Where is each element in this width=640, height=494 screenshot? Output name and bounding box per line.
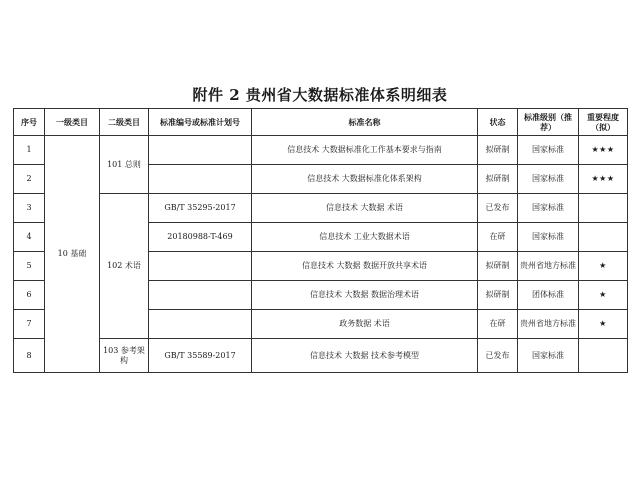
cell-seq: 4 <box>14 223 45 252</box>
cell-status: 拟研制 <box>478 281 518 310</box>
cell-status: 拟研制 <box>478 252 518 281</box>
cell-level2: 102 术语 <box>100 194 149 339</box>
cell-seq: 3 <box>14 194 45 223</box>
cell-status: 拟研制 <box>478 136 518 165</box>
header-level1: 一级类目 <box>45 109 100 136</box>
cell-name: 信息技术 大数据 数据开放共享术语 <box>252 252 478 281</box>
cell-level: 贵州省地方标准 <box>518 252 579 281</box>
standards-table <box>13 108 628 373</box>
cell-level: 团体标准 <box>518 281 579 310</box>
header-level2: 二级类目 <box>100 109 149 136</box>
cell-importance: ★ <box>579 252 628 281</box>
page-title: 附件 2 贵州省大数据标准体系明细表 <box>192 86 448 104</box>
table-row <box>14 339 628 373</box>
cell-name: 信息技术 大数据标准化体系架构 <box>252 165 478 194</box>
cell-name: 信息技术 大数据 数据治理术语 <box>252 281 478 310</box>
cell-level: 国家标准 <box>518 136 579 165</box>
header-status: 状态 <box>478 109 518 136</box>
cell-code: 20180988-T-469 <box>149 223 252 252</box>
cell-name: 信息技术 大数据 术语 <box>252 194 478 223</box>
cell-code <box>149 136 252 165</box>
cell-code <box>149 281 252 310</box>
cell-level2: 103 参考架构 <box>100 339 149 373</box>
cell-seq: 7 <box>14 310 45 339</box>
cell-importance: ★ <box>579 281 628 310</box>
cell-code <box>149 252 252 281</box>
header-row <box>14 109 628 136</box>
cell-code <box>149 310 252 339</box>
cell-level: 国家标准 <box>518 223 579 252</box>
cell-seq: 2 <box>14 165 45 194</box>
header-level: 标准级别（推荐） <box>518 109 579 136</box>
table-row <box>14 136 628 165</box>
cell-importance: ★★★ <box>579 136 628 165</box>
cell-level: 国家标准 <box>518 339 579 373</box>
cell-status: 已发布 <box>478 339 518 373</box>
cell-importance: ★ <box>579 310 628 339</box>
cell-name: 信息技术 大数据 技术参考模型 <box>252 339 478 373</box>
cell-seq: 5 <box>14 252 45 281</box>
cell-status: 在研 <box>478 223 518 252</box>
cell-seq: 8 <box>14 339 45 373</box>
cell-status: 在研 <box>478 310 518 339</box>
cell-importance <box>579 339 628 373</box>
cell-status: 已发布 <box>478 194 518 223</box>
cell-importance: ★★★ <box>579 165 628 194</box>
header-code: 标准编号或标准计划号 <box>149 109 252 136</box>
header-importance: 重要程度（拟） <box>579 109 628 136</box>
table-row <box>14 194 628 223</box>
cell-level: 贵州省地方标准 <box>518 310 579 339</box>
cell-seq: 1 <box>14 136 45 165</box>
cell-code: GB/T 35589-2017 <box>149 339 252 373</box>
cell-level: 国家标准 <box>518 165 579 194</box>
header-seq: 序号 <box>14 109 45 136</box>
cell-name: 信息技术 工业大数据术语 <box>252 223 478 252</box>
cell-level: 国家标准 <box>518 194 579 223</box>
cell-name: 政务数据 术语 <box>252 310 478 339</box>
cell-level2: 101 总则 <box>100 136 149 194</box>
header-name: 标准名称 <box>252 109 478 136</box>
cell-seq: 6 <box>14 281 45 310</box>
cell-name: 信息技术 大数据标准化工作基本要求与指南 <box>252 136 478 165</box>
cell-importance <box>579 223 628 252</box>
cell-importance <box>579 194 628 223</box>
cell-code: GB/T 35295-2017 <box>149 194 252 223</box>
cell-code <box>149 165 252 194</box>
cell-status: 拟研制 <box>478 165 518 194</box>
cell-level1: 10 基础 <box>45 136 100 373</box>
